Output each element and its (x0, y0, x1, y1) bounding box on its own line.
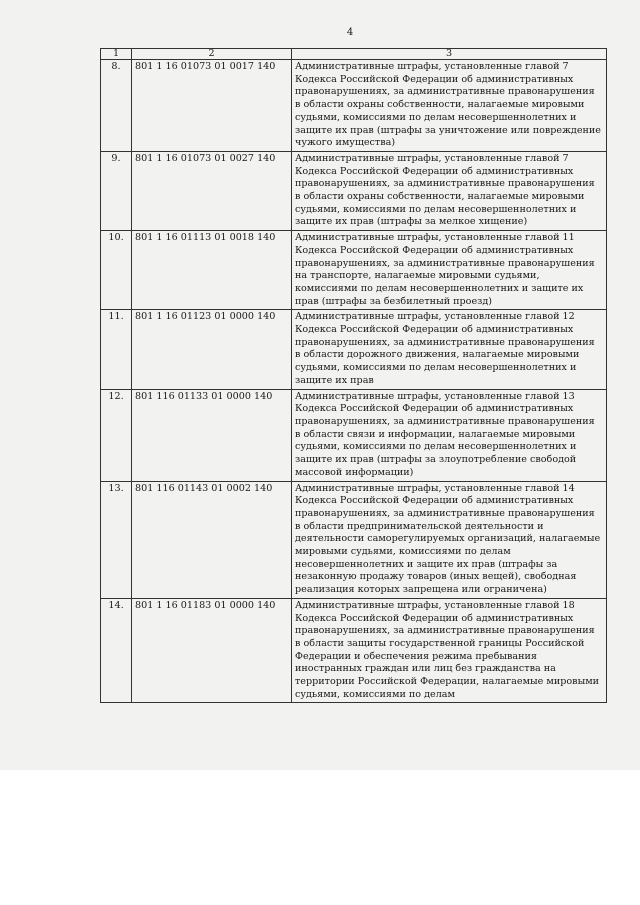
budget-code: 801 1 16 01183 01 0000 140 (132, 598, 292, 703)
fine-description: Административные штрафы, установленные главой 12 Кодекса Российской Федерации об административных правонарушениях, за административные правонарушения в области дорожного движения, налагаемые мировыми судьями, комиссиями по делам несовершеннолетних и защите их прав (292, 310, 607, 389)
budget-code: 801 116 01133 01 0000 140 (132, 389, 292, 481)
row-number: 12. (101, 389, 132, 481)
budget-code: 801 1 16 01073 01 0017 140 (132, 60, 292, 152)
table-header-row (101, 49, 607, 60)
table-row (101, 60, 607, 152)
row-number: 10. (101, 231, 132, 310)
row-number: 13. (101, 481, 132, 598)
table-row (101, 598, 607, 703)
budget-code: 801 1 16 01073 01 0027 140 (132, 151, 292, 230)
column-header-1: 1 (101, 49, 132, 60)
column-header-3: 3 (292, 49, 607, 60)
table-row (101, 389, 607, 481)
fine-description: Административные штрафы, установленные главой 14 Кодекса Российской Федерации об административных правонарушениях, за административные правонарушения в области предпринимательской деятельности и деятельности саморегулируемых организаций, налагаемые мировыми судьями, комиссиями по делам несовершеннолетних и защите их прав (штрафы за незаконную продажу товаров (иных вещей), свободная реализация которых запрещена или ограничена) (292, 481, 607, 598)
table-row (101, 481, 607, 598)
table-row (101, 151, 607, 230)
budget-code: 801 1 16 01113 01 0018 140 (132, 231, 292, 310)
budget-code: 801 1 16 01123 01 0000 140 (132, 310, 292, 389)
fine-description: Административные штрафы, установленные главой 7 Кодекса Российской Федерации об административных правонарушениях, за административные правонарушения в области охраны собственности, налагаемые мировыми судьями, комиссиями по делам несовершеннолетних и защите их прав (штрафы за мелкое хищение) (292, 151, 607, 230)
fine-description: Административные штрафы, установленные главой 13 Кодекса Российской Федерации об административных правонарушениях, за административные правонарушения в области связи и информации, налагаемые мировыми судьями, комиссиями по делам несовершеннолетних и защите их прав (штрафы за злоупотребление свободой массовой информации) (292, 389, 607, 481)
table-row (101, 231, 607, 310)
budget-code: 801 116 01143 01 0002 140 (132, 481, 292, 598)
row-number: 11. (101, 310, 132, 389)
fine-description: Административные штрафы, установленные главой 18 Кодекса Российской Федерации об административных правонарушениях, за административные правонарушения в области защиты государственной границы Российской Федерации и обеспечения режима пребывания иностранных граждан или лиц без гражданства на территории Российской Федерации, налагаемые мировыми судьями, комиссиями по делам (292, 598, 607, 703)
table-row (101, 310, 607, 389)
column-header-2: 2 (132, 49, 292, 60)
row-number: 9. (101, 151, 132, 230)
row-number: 8. (101, 60, 132, 152)
fine-description: Административные штрафы, установленные главой 7 Кодекса Российской Федерации об административных правонарушениях, за административные правонарушения в области охраны собственности, налагаемые мировыми судьями, комиссиями по делам несовершеннолетних и защите их прав (штрафы за уничтожение или повреждение чужого имущества) (292, 60, 607, 152)
fine-description: Административные штрафы, установленные главой 11 Кодекса Российской Федерации об административных правонарушениях, за административные правонарушения на транспорте, налагаемые мировыми судьями, комиссиями по делам несовершеннолетних и защите их прав (штрафы за безбилетный проезд) (292, 231, 607, 310)
row-number: 14. (101, 598, 132, 703)
codes-table (100, 48, 607, 703)
page-number: 4 (346, 27, 354, 38)
